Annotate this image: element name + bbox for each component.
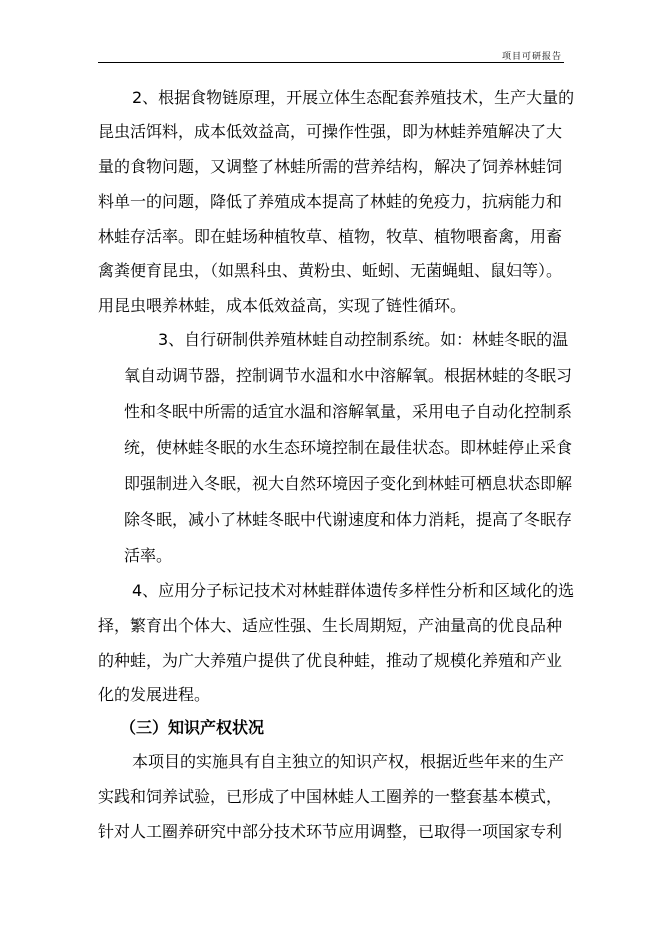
section-heading: （三）知识产权状况 [120, 718, 265, 737]
text-line: 的种蛙，为广大养殖户提供了优良种蛙，推动了规模化养殖和产业 [98, 651, 563, 670]
text-line: 性和冬眠中所需的适宜水温和溶解氧量，采用电子自动化控制系 [124, 402, 573, 421]
text-line: 活率。 [124, 546, 173, 565]
header-label: 项目可研报告 [501, 52, 562, 62]
text-line: 量的食物问题，又调整了林蛙所需的营养结构，解决了饲养林蛙饲 [98, 157, 563, 176]
header-divider [98, 62, 564, 63]
text-line: 昆虫活饵料，成本低效益高，可操作性强，即为林蛙养殖解决了大 [98, 122, 563, 141]
text-line: 即强制进入冬眠，视大自然环境因子变化到林蛙可栖息状态即解 [124, 474, 573, 493]
text-line: 择，繁育出个体大、适应性强、生长周期短，产油量高的优良品种 [98, 616, 563, 635]
text-line: 实践和饲养试验，已形成了中国林蛙人工圈养的一整套基本模式， [98, 787, 563, 806]
text-line: 2、根据食物链原理，开展立体生态配套养殖技术，生产大量的 [132, 88, 575, 107]
text-line: 4、应用分子标记技术对林蛙群体遗传多样性分析和区域化的选 [132, 581, 575, 600]
text-line: 用昆虫喂养林蛙，成本低效益高，实现了链性循环。 [98, 296, 467, 315]
text-line: 针对人工圈养研究中部分技术环节应用调整，已取得一项国家专利 [98, 822, 563, 841]
text-line: 本项目的实施具有自主独立的知识产权，根据近些年来的生产 [132, 752, 565, 771]
text-line: 林蛙存活率。即在蛙场种植牧草、植物，牧草、植物喂畜禽，用畜 [98, 227, 563, 246]
text-line: 除冬眠，减小了林蛙冬眠中代谢速度和体力消耗，提高了冬眠存 [124, 510, 573, 529]
text-line: 化的发展进程。 [98, 685, 211, 704]
text-line: 料单一的问题，降低了养殖成本提高了林蛙的免疫力，抗病能力和 [98, 192, 563, 211]
text-line: 氧自动调节器，控制调节水温和水中溶解氧。根据林蛙的冬眠习 [124, 366, 573, 385]
text-line: 3、自行研制供养殖林蛙自动控制系统。如：林蛙冬眠的温 [158, 330, 569, 349]
text-line: 统，使林蛙冬眠的水生态环境控制在最佳状态。即林蛙停止采食 [124, 438, 573, 457]
text-line: 禽粪便育昆虫，（如黑科虫、黄粉虫、蚯蚓、无菌蝇蛆、鼠妇等）。 [98, 261, 563, 280]
